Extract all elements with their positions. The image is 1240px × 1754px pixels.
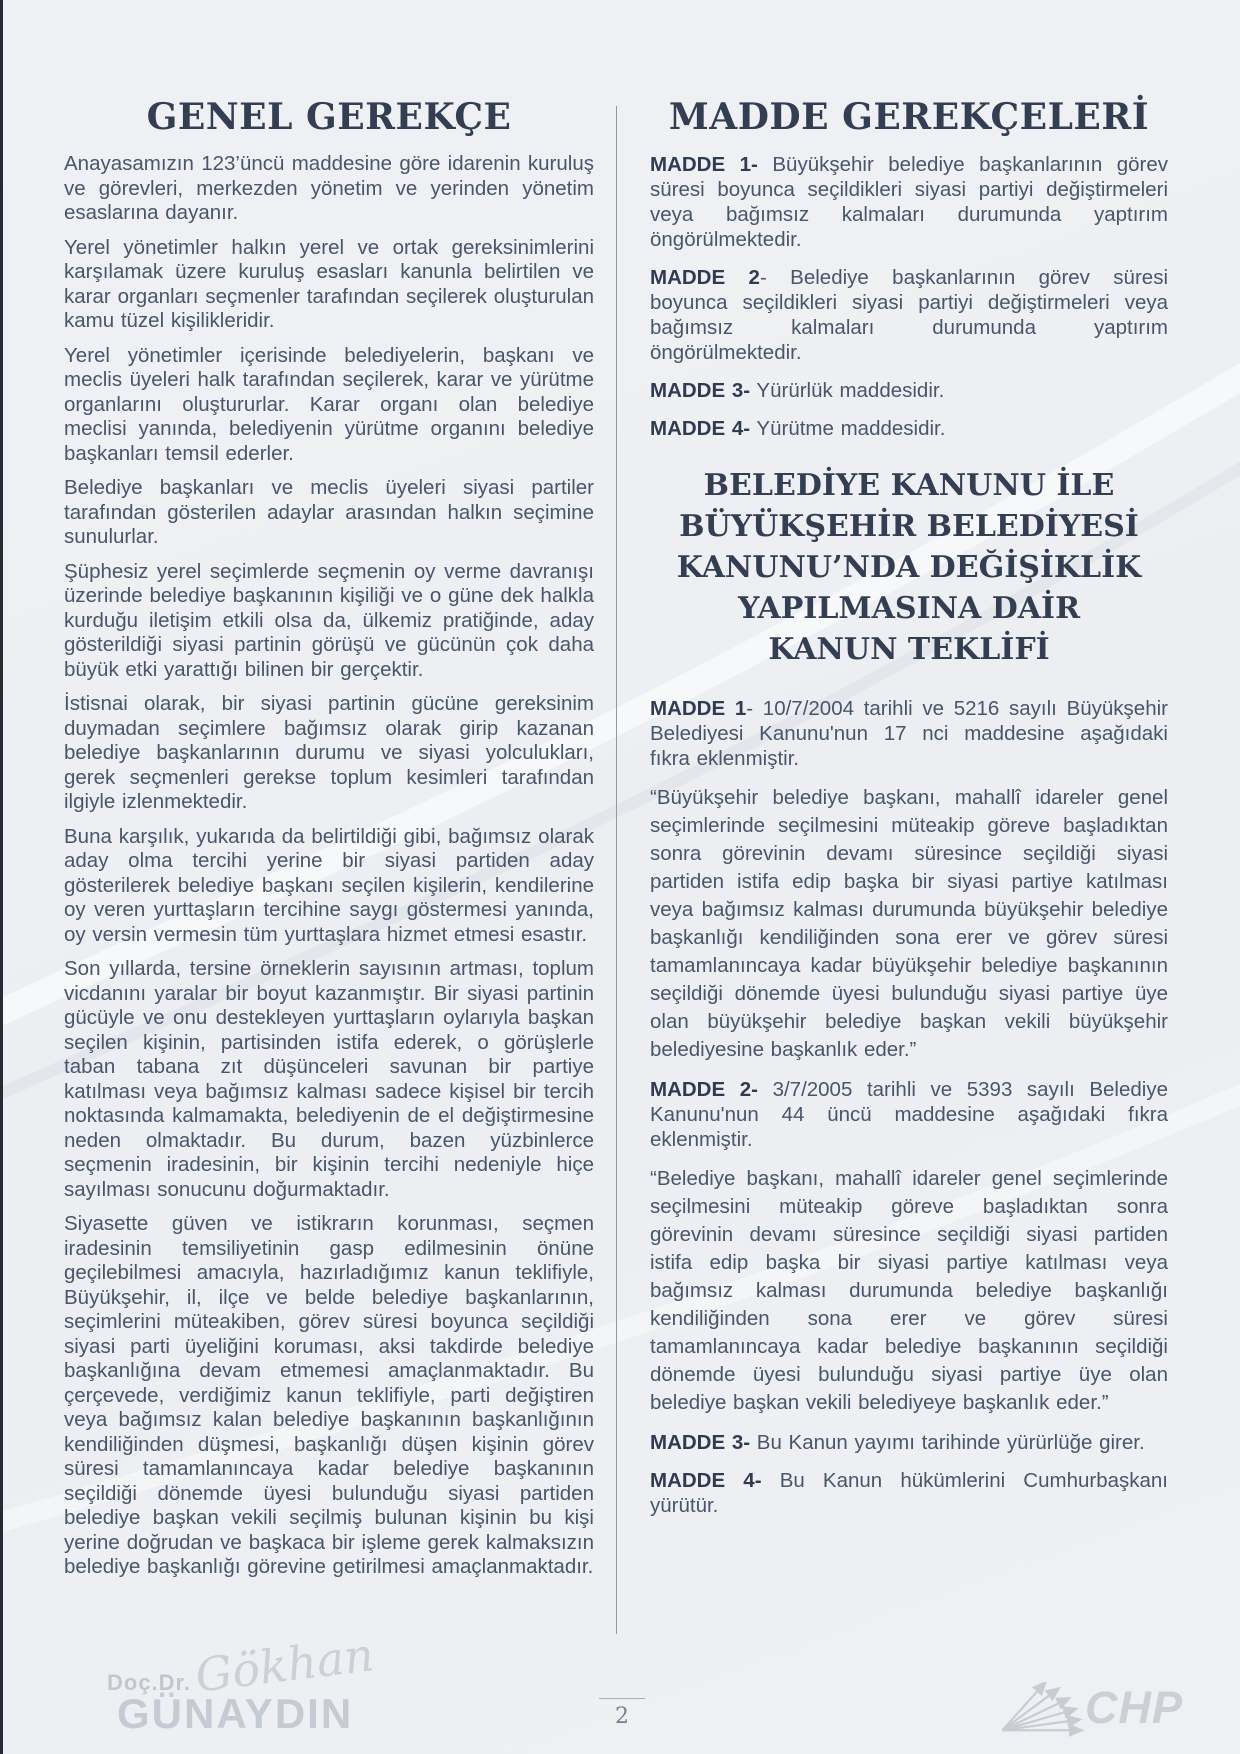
- chp-arrows-icon: [995, 1682, 1087, 1738]
- signature-watermark: [103, 1627, 383, 1752]
- law-title-line: KANUN TEKLİFİ: [768, 632, 1050, 667]
- paragraph: İstisnai olarak, bir siyasi partinin gücüne gereksinim duymadan seçimlere bağımsız olarak girip kazanan belediye başkanlarının durumu ve siyasi yolculukları, gerek seçmenleri gerekse toplum kesimleri tarafından ilgiyle izlenmektedir.: [64, 692, 594, 813]
- article-justifications: [650, 152, 1168, 441]
- law-text: Bu Kanun hükümlerini Cumhurbaşkanı yürütür.: [650, 1469, 1169, 1517]
- law-title-line: YAPILMASINA DAİR: [737, 591, 1081, 626]
- signature-prefix: Doç.Dr.: [107, 1670, 192, 1695]
- law-text: - 10/7/2004 tarihli ve 5216 sayılı Büyükşehir Belediyesi Kanunu'nun 17 nci maddesine aşağıdaki fıkra eklenmiştir.: [650, 697, 1168, 770]
- paragraph: Anayasamızın 123’üncü maddesine göre idarenin kuruluş ve görevleri, merkezden yönetim ve yerinden yönetim esaslarına dayanır.: [64, 152, 594, 224]
- column-divider: [616, 106, 617, 1634]
- paragraph: Yerel yönetimler halkın yerel ve ortak gereksinimlerini karşılamak üzere kuruluş esasları kanunla belirtilen ve karar organları seçmenler tarafından seçilerek oluşturulan kamu tüzel kişilikleridir.: [64, 235, 594, 332]
- page-number: 2: [615, 1704, 629, 1729]
- paragraph: Belediye başkanları ve meclis üyeleri siyasi partiler tarafından gösterilen adaylar arasından halkın seçimine sunulurlar.: [64, 476, 594, 548]
- law-text: “Büyükşehir belediye başkanı, mahallî idareler genel seçimlerinde seçilmesini müteakip göreve başladıktan sonra görevinin devamı süresince seçildiği siyasi partiden istifa edip başka bir siyasi partiye katılması veya bağımsız kalması durumunda büyükşehir belediye başkanlığı kendiliğinden sona erer ve görev süresi tamamlanıncaya kadar büyükşehir belediye başkanının seçildiği dönemde üyesi bulunduğu siyasi partiye üye olan büyükşehir belediye başkan vekili büyükşehir belediyesine başkanlık eder.”: [650, 786, 1168, 1061]
- article-text: Yürütme maddesidir.: [750, 417, 946, 440]
- paragraph: Şüphesiz yerel seçimlerde seçmenin oy verme davranışı üzerinde belediye başkanının kişiliği ve o güne dek halkla kurduğu iletişim etkili olsa da, ülkemiz pratiğinde, aday gösterildiği siyasi partinin görüşü ve gücünün çok daha büyük etki yarattığı bilinen bir gerçektir.: [64, 559, 594, 681]
- law-title: [650, 465, 1168, 670]
- article-text: Büyükşehir belediye başkanlarının görev süresi boyunca seçildikleri siyasi partiyi değiştirmeleri veya bağımsız kalmaları durumunda yaptırım öngörülmektedir.: [650, 153, 1168, 251]
- chp-logo: [995, 1680, 1184, 1740]
- page-number-block: [572, 1698, 672, 1729]
- law-articles: [650, 696, 1168, 1518]
- signature-script: Gökhan: [192, 1627, 377, 1703]
- law-title-line: BÜYÜKŞEHİR BELEDİYESİ: [679, 509, 1139, 544]
- madde-label: MADDE 2-: [650, 1078, 758, 1101]
- law-text: 3/7/2005 tarihli ve 5393 sayılı Belediye Kanunu'nun 44 üncü maddesine aşağıdaki fıkra eklenmiştir.: [650, 1078, 1168, 1151]
- right-column: [650, 96, 1168, 1531]
- left-column-title: GENEL GEREKÇE: [146, 96, 512, 138]
- madde-label: MADDE 1: [650, 697, 747, 720]
- right-column-title: MADDE GEREKÇELERİ: [668, 96, 1150, 138]
- chp-logo-text: CHP: [1085, 1682, 1184, 1733]
- left-column-paragraphs: [64, 152, 594, 1580]
- article-paragraph: [650, 265, 1168, 365]
- law-title-line: BELEDİYE KANUNU İLE: [703, 468, 1115, 503]
- page-number-divider: [599, 1698, 645, 1699]
- paragraph: Buna karşılık, yukarıda da belirtildiği gibi, bağımsız olarak aday olma tercihi yerine bir siyasi partiden aday gösterilerek belediye başkanı seçilen kişilerin, kendilerine oy veren yurttaşların tercihine saygı göstermesi yanında, oy versin vermesin tüm yurttaşlara hizmet etmesi esastır.: [64, 824, 594, 946]
- law-paragraph: [650, 1468, 1168, 1518]
- law-paragraph: [650, 784, 1168, 1064]
- law-paragraph: [650, 696, 1168, 771]
- law-text: Bu Kanun yayımı tarihinde yürürlüğe girer.: [750, 1431, 1145, 1454]
- madde-label: MADDE 4-: [650, 417, 751, 440]
- paragraph: Yerel yönetimler içerisinde belediyelerin, başkanı ve meclis üyeleri halk tarafından seçilerek, karar ve yürütme organlarını oluştururlar. Karar organı olan belediye meclisi yanında, belediyenin yürütme organını belediye başkanları temsil ederler.: [64, 343, 594, 465]
- signature-surname: GÜNAYDIN: [117, 1690, 354, 1737]
- article-paragraph: [650, 378, 1168, 403]
- article-paragraph: [650, 152, 1168, 252]
- article-text: - Belediye başkanlarının görev süresi boyunca seçildikleri siyasi partiyi değiştirmeleri veya bağımsız kalmaları durumunda yaptırım öngörülmektedir.: [650, 266, 1168, 364]
- article-text: Yürürlük maddesidir.: [750, 379, 945, 402]
- paragraph: Son yıllarda, tersine örneklerin sayısının artması, toplum vicdanını yaralar bir boyut kazanmıştır. Bir siyasi partinin gücüyle ve onu destekleyen yurttaşların oylarıyla başkan seçilen kişinin, partisinden istifa ederek, o görüşlerle taban tabana zıt düşünceleri savunan bir partiye katılması veya bağımsız kalması sadece kişisel bir tercih noktasında kalmamakta, belediyenin de el değiştirmesine neden olmaktadır. Bu durum, bazen yüzbinlerce seçmenin iradesinin, bir kişinin tercihi nedeniyle hiçe sayılması sonucunu doğurmaktadır.: [64, 957, 594, 1201]
- law-paragraph: [650, 1430, 1168, 1455]
- madde-label: MADDE 4-: [650, 1469, 762, 1492]
- paragraph: Siyasette güven ve istikrarın korunması, seçmen iradesinin temsiliyetinin gasp edilmesinin önüne geçilebilmesi amacıyla, hazırladığımız kanun teklifiyle, Büyükşehir, il, ilçe ve belde belediye başkanlarının, seçimlerini müteakiben, görev süresi boyunca seçildiği siyasi parti üyeliğini koruması, aksi takdirde belediye başkanlığına devam etmemesi amaçlanmaktadır. Bu çerçevede, verdiğimiz kanun teklifiyle, parti değiştiren veya bağımsız kalan belediye başkanının başkanlığının kendiliğinden düşmesi, başkanlığı düşen kişinin görev süresi tamamlanıncaya kadar belediye başkanının seçildiği dönemde üyesi bulunduğu siyasi partiden belediye başkan vekili seçilmiş bulunan kişinin bu kişi yerine doğrudan ve başkaca bir işleme gerek kalmaksızın belediye başkanlığı görevine getirilmesi amaçlanmaktadır.: [64, 1212, 594, 1578]
- madde-label: MADDE 1-: [650, 153, 758, 176]
- madde-label: MADDE 3-: [650, 379, 751, 402]
- law-title-line: KANUNU’NDA DEĞİŞİKLİK: [676, 550, 1142, 585]
- page-left-border: [0, 0, 3, 1754]
- article-paragraph: [650, 416, 1168, 441]
- left-column: [64, 96, 594, 1590]
- law-text: “Belediye başkanı, mahallî idareler genel seçimlerinde seçilmesini müteakip göreve başladıktan sonra görevinin devamı süresince seçildiği siyasi partiden istifa edip başka bir siyasi partiye katılması veya bağımsız kalması durumunda belediye başkanlığı kendiliğinden sona erer ve görev süresi tamamlanıncaya kadar belediye başkanının seçildiği dönemde üyesi bulunduğu siyasi partiye üye olan belediye başkan vekili belediyeye başkanlık eder.”: [650, 1167, 1168, 1414]
- law-paragraph: [650, 1165, 1168, 1417]
- law-paragraph: [650, 1077, 1168, 1152]
- madde-label: MADDE 2: [650, 266, 760, 289]
- madde-label: MADDE 3-: [650, 1431, 751, 1454]
